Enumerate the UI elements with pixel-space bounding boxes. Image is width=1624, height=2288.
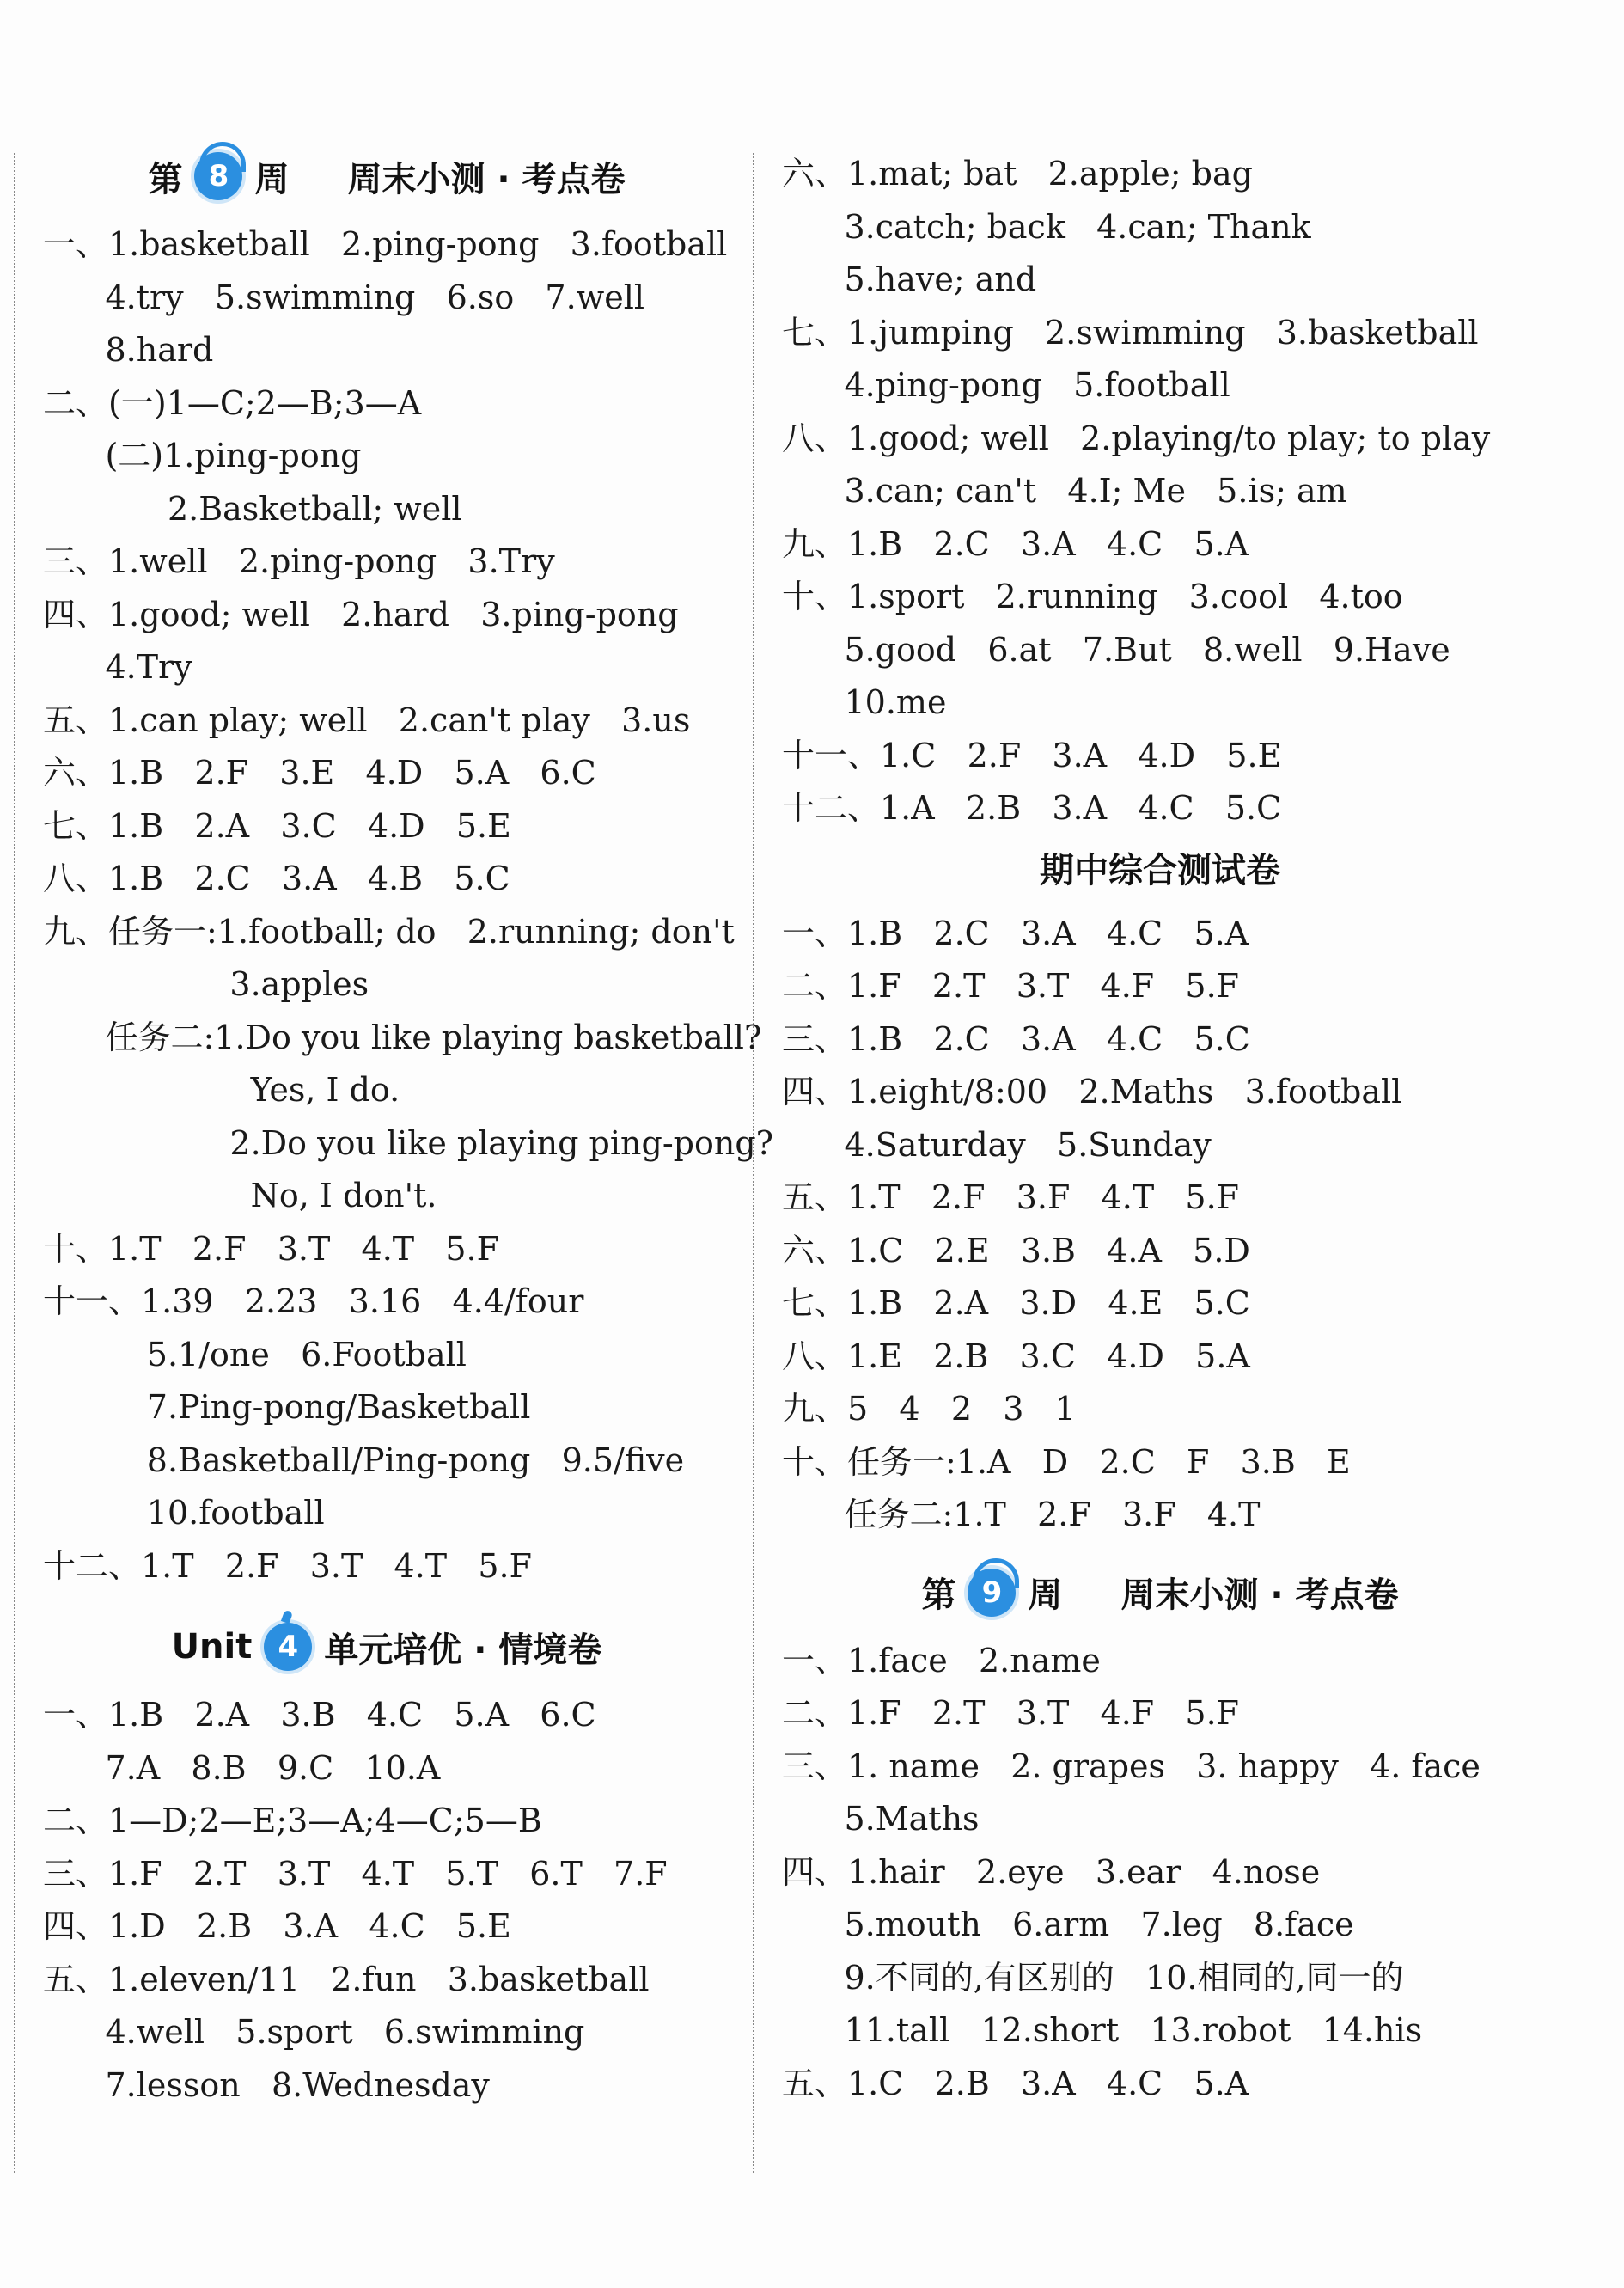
- answer-line: 10.football: [43, 1494, 325, 1532]
- answer-line: 七、1.B 2.A 3.D 4.E 5.C: [782, 1284, 1250, 1322]
- right-column: [782, 150, 1538, 2110]
- answer-line: 九、任务一:1.football; do 2.running; don't: [43, 912, 735, 951]
- answer-line: 九、5 4 2 3 1: [782, 1390, 1076, 1428]
- answer-line: 9.不同的,有区别的 10.相同的,同一的: [782, 1958, 1404, 1997]
- answer-line: 3.catch; back 4.can; Thank: [782, 207, 1311, 246]
- answer-line: 7.lesson 8.Wednesday: [43, 2065, 490, 2104]
- answer-line: 4.well 5.sport 6.swimming: [43, 2013, 585, 2051]
- answer-line: (二)1.ping-pong: [43, 437, 362, 474]
- center-divider: [753, 153, 754, 2173]
- answer-line: 五、1.C 2.B 3.A 4.C 5.A: [782, 2064, 1249, 2102]
- answer-line: 四、1.D 2.B 3.A 4.C 5.E: [43, 1907, 511, 1945]
- answer-line: 十、1.T 2.F 3.T 4.T 5.F: [43, 1229, 499, 1268]
- answer-line: 8.hard: [43, 331, 214, 369]
- answer-line: 八、1.good; well 2.playing/to play; to play: [782, 419, 1491, 457]
- answer-line: 四、1.good; well 2.hard 3.ping-pong: [43, 595, 679, 633]
- answer-line: 任务二:1.Do you like playing basketball?: [43, 1018, 762, 1056]
- week9-answers: [782, 1635, 1538, 2111]
- answer-line: 4.try 5.swimming 6.so 7.well: [43, 278, 645, 316]
- week9-title-prefix: 第: [921, 1575, 956, 1615]
- answer-line: 10.me: [782, 683, 947, 721]
- answer-line: 十一、1.C 2.F 3.A 4.D 5.E: [782, 736, 1282, 774]
- answer-line: 5.good 6.at 7.But 8.well 9.Have: [782, 630, 1450, 669]
- answer-line: 九、1.B 2.C 3.A 4.C 5.A: [782, 524, 1249, 563]
- midterm-title-text: 期中综合测试卷: [1040, 851, 1280, 890]
- answer-line: 三、1.B 2.C 3.A 4.C 5.C: [782, 1019, 1250, 1058]
- answer-line: 一、1.face 2.name: [782, 1641, 1101, 1679]
- answer-line: 十二、1.A 2.B 3.A 4.C 5.C: [782, 789, 1282, 827]
- answer-line: 5.mouth 6.arm 7.leg 8.face: [782, 1906, 1354, 1943]
- answer-line: 六、1.B 2.F 3.E 4.D 5.A 6.C: [43, 754, 596, 792]
- answer-line: 二、1.F 2.T 3.T 4.F 5.F: [782, 967, 1240, 1005]
- week9-title: [782, 1554, 1538, 1631]
- answer-line: 4.Try: [43, 648, 192, 686]
- answer-line: 11.tall 12.short 13.robot 14.his: [782, 2011, 1423, 2049]
- answer-line: 任务二:1.T 2.F 3.F 4.T: [782, 1496, 1261, 1533]
- week8-title-prefix: 第: [148, 159, 183, 199]
- unit4-answers-continued: [782, 148, 1538, 835]
- answer-line: 五、1.T 2.F 3.F 4.T 5.F: [782, 1178, 1240, 1216]
- week9-number: 9: [981, 1575, 1003, 1610]
- answer-line: 二、1—D;2—E;3—A;4—C;5—B: [43, 1802, 542, 1839]
- answer-line: 四、1.eight/8:00 2.Maths 3.football: [782, 1073, 1402, 1110]
- answer-line: 5.Maths: [782, 1800, 980, 1838]
- answer-line: No, I don't.: [43, 1177, 437, 1214]
- answer-line: 2.Do you like playing ping-pong?: [43, 1123, 774, 1162]
- answer-line: 4.ping-pong 5.football: [782, 366, 1230, 404]
- answer-line: 7.Ping-pong/Basketball: [43, 1388, 531, 1426]
- week8-title-suffix: 周: [254, 159, 290, 199]
- answer-line: 五、1.can play; well 2.can't play 3.us: [43, 700, 691, 739]
- week8-title: [43, 138, 730, 215]
- answer-line: 4.Saturday 5.Sunday: [782, 1125, 1212, 1164]
- week9-title-name: 周末小测 · 考点卷: [1120, 1575, 1399, 1615]
- answer-line: 5.have; and: [782, 260, 1037, 298]
- answer-line: Yes, I do.: [43, 1071, 400, 1109]
- midterm-title: [782, 835, 1538, 901]
- answer-line: 五、1.eleven/11 2.fun 3.basketball: [43, 1960, 650, 1998]
- answer-line: 三、1. name 2. grapes 3. happy 4. face: [782, 1747, 1481, 1785]
- answer-line: 5.1/one 6.Football: [43, 1335, 467, 1373]
- unit4-title-prefix: Unit: [171, 1627, 253, 1667]
- week8-number: 8: [208, 159, 229, 193]
- answer-line: 十、1.sport 2.running 3.cool 4.too: [782, 578, 1403, 615]
- answer-line: 二、1.F 2.T 3.T 4.F 5.F: [782, 1694, 1240, 1732]
- week-number-badge: [194, 152, 242, 200]
- answer-line: 7.A 8.B 9.C 10.A: [43, 1748, 441, 1787]
- answer-line: 七、1.B 2.A 3.C 4.D 5.E: [43, 806, 511, 845]
- answer-line: 三、1.well 2.ping-pong 3.Try: [43, 542, 555, 580]
- midterm-answers: [782, 908, 1538, 1542]
- week8-answers: [43, 218, 774, 1593]
- week8-title-name: 周末小测 · 考点卷: [347, 159, 626, 199]
- answer-line: 十二、1.T 2.F 3.T 4.T 5.F: [43, 1546, 532, 1585]
- answer-line: 一、1.basketball 2.ping-pong 3.football: [43, 225, 728, 263]
- answer-line: 一、1.B 2.A 3.B 4.C 5.A 6.C: [43, 1696, 596, 1734]
- answer-line: 八、1.E 2.B 3.C 4.D 5.A: [782, 1337, 1250, 1375]
- answer-line: 二、(一)1—C;2—B;3—A: [43, 383, 422, 422]
- left-divider: [14, 153, 15, 2173]
- answer-line: 一、1.B 2.C 3.A 4.C 5.A: [782, 914, 1249, 952]
- week-number-badge: [968, 1569, 1016, 1617]
- answer-line: 3.can; can't 4.I; Me 5.is; am: [782, 472, 1347, 510]
- week9-title-suffix: 周: [1028, 1575, 1063, 1615]
- unit4-answers: [43, 1689, 730, 2112]
- left-column: [43, 146, 774, 2112]
- answer-line: 六、1.C 2.E 3.B 4.A 5.D: [782, 1231, 1250, 1269]
- unit4-title: [43, 1608, 730, 1685]
- unit-number-badge: [264, 1623, 312, 1671]
- unit4-number: 4: [278, 1630, 299, 1664]
- answer-line: 四、1.hair 2.eye 3.ear 4.nose: [782, 1852, 1321, 1891]
- answer-line: 六、1.mat; bat 2.apple; bag: [782, 155, 1253, 193]
- answer-line: 十一、1.39 2.23 3.16 4.4/four: [43, 1282, 584, 1320]
- answer-line: 8.Basketball/Ping-pong 9.5/five: [43, 1441, 685, 1479]
- answer-line: 3.apples: [43, 965, 369, 1003]
- answer-line: 七、1.jumping 2.swimming 3.basketball: [782, 313, 1479, 352]
- answer-line: 八、1.B 2.C 3.A 4.B 5.C: [43, 860, 510, 897]
- answer-line: 三、1.F 2.T 3.T 4.T 5.T 6.T 7.F: [43, 1854, 668, 1893]
- unit4-title-name: 单元培优 · 情境卷: [324, 1630, 602, 1670]
- answer-line: 十、任务一:1.A D 2.C F 3.B E: [782, 1442, 1351, 1481]
- answer-line: 2.Basketball; well: [43, 489, 462, 528]
